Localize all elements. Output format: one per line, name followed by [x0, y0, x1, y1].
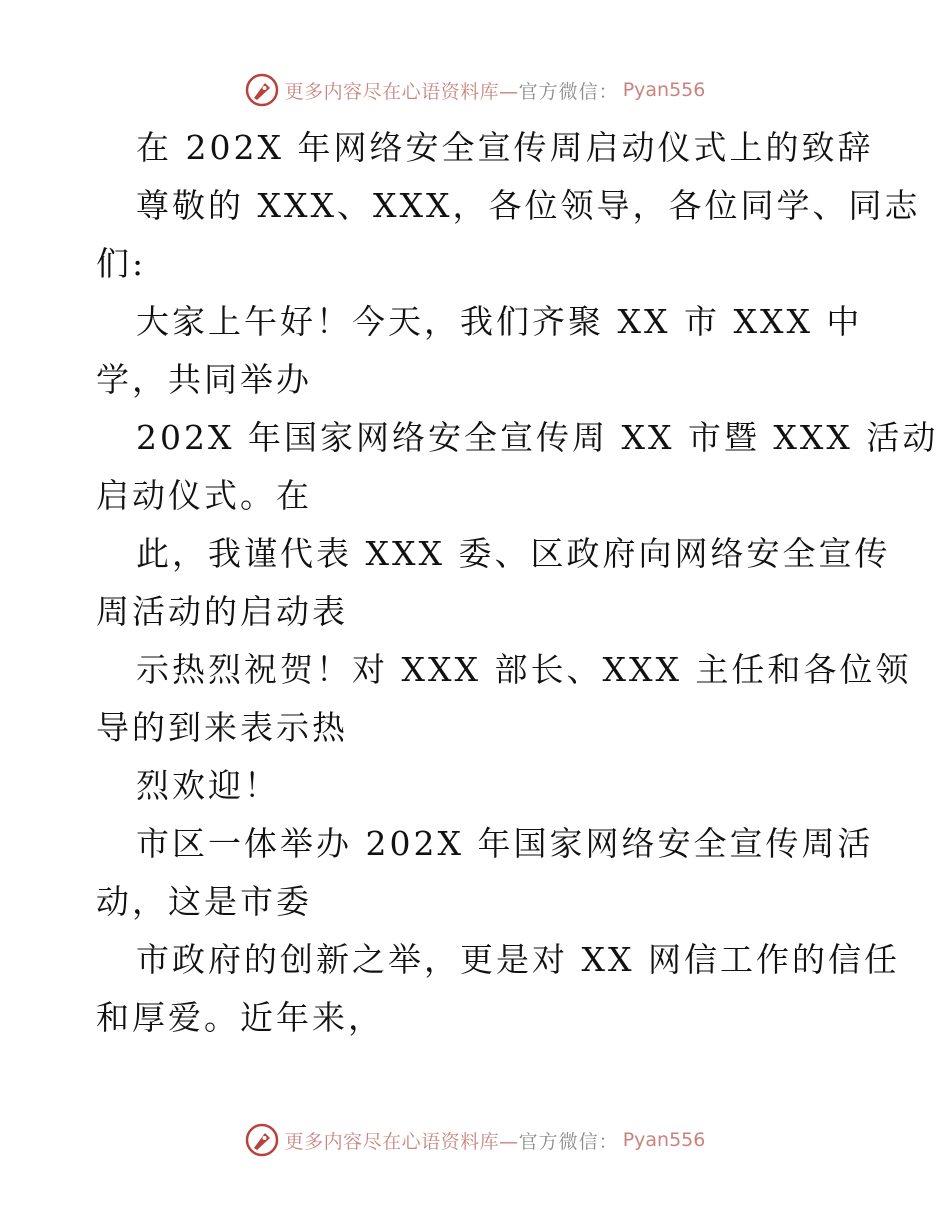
- footer-wechat-label: 官方微信：: [518, 1130, 619, 1153]
- document-title: 在 202X 年网络安全宣传周启动仪式上的致辞: [136, 128, 874, 167]
- text-line: 周活动的启动表: [96, 592, 348, 631]
- footer-site-text: 更多内容尽在心语资料库—: [284, 1130, 519, 1153]
- pen-nib-logo-icon: [245, 1123, 279, 1157]
- text-line: 烈欢迎！: [136, 766, 280, 805]
- header-wechat-label: 官方微信：: [518, 80, 619, 103]
- text-line: 们:: [96, 244, 147, 283]
- text-line: 尊敬的 XXX、XXX，各位领导，各位同学、同志: [136, 186, 921, 225]
- header-site-text: 更多内容尽在心语资料库—: [284, 80, 519, 103]
- text-line: 示热烈祝贺！对 XXX 部长、XXX 主任和各位领: [136, 650, 912, 689]
- footer-banner: [0, 1120, 950, 1160]
- text-line: 导的到来表示热: [96, 708, 348, 747]
- header-banner: [0, 70, 950, 110]
- text-line: 市区一体举办 202X 年国家网络安全宣传周活: [136, 824, 874, 863]
- text-line: 动，这是市委: [96, 882, 312, 921]
- text-line: 市政府的创新之举，更是对 XX 网信工作的信任: [136, 940, 900, 979]
- footer-wechat-id: Pyan556: [622, 1129, 706, 1151]
- header-wechat-id: Pyan556: [622, 79, 706, 101]
- text-line: 202X 年国家网络安全宣传周 XX 市暨 XXX 活动: [136, 418, 939, 457]
- text-line: 学，共同举办: [96, 360, 312, 399]
- text-line: 此，我谨代表 XXX 委、区政府向网络安全宣传: [136, 534, 891, 573]
- text-line: 启动仪式。在: [96, 476, 312, 515]
- text-line: 大家上午好！今天，我们齐聚 XX 市 XXX 中: [136, 302, 863, 341]
- pen-nib-logo-icon: [245, 73, 279, 107]
- text-line: 和厚爱。近年来，: [96, 998, 384, 1037]
